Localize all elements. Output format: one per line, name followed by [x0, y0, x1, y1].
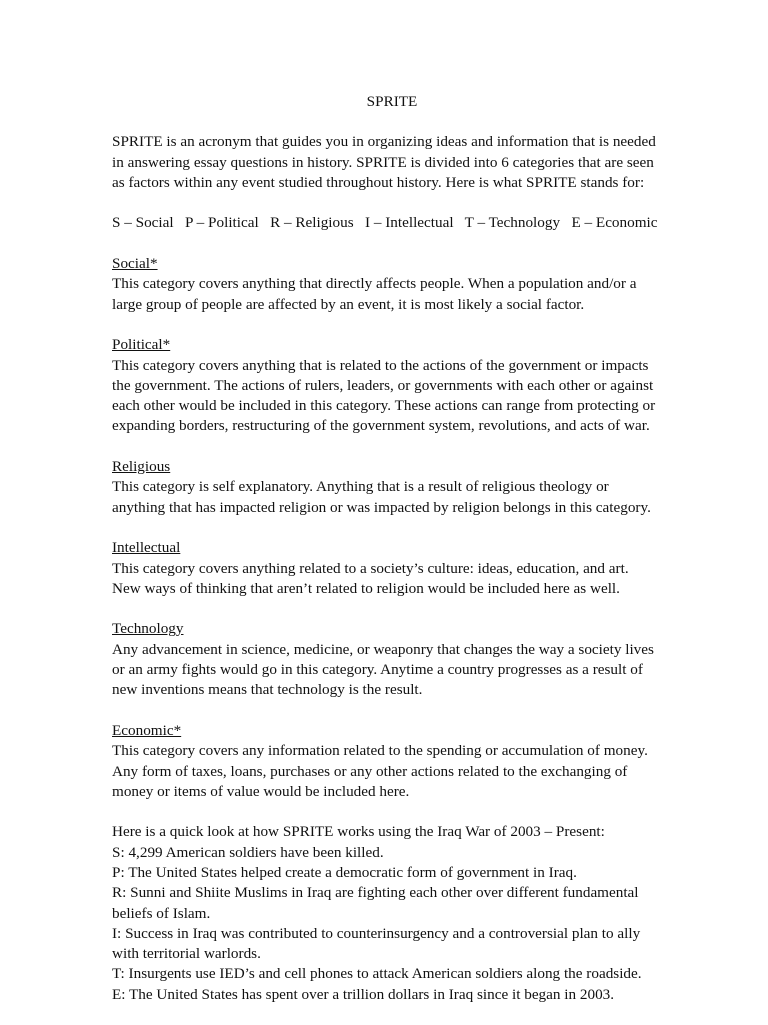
example-line: I: Success in Iraq was contributed to counterinsurgency and a controversial plan to ally [112, 924, 641, 942]
section-line: This category covers anything that is related to the actions of the government or impacts [112, 356, 649, 374]
acronym-legend [112, 213, 672, 233]
document-page [112, 92, 672, 1025]
section-line: This category is self explanatory. Anything that is a result of religious theology or [112, 478, 609, 496]
example-intro: Here is a quick look at how SPRITE works using the Iraq War of 2003 – Present: [112, 823, 605, 841]
section-heading: Social* [112, 255, 158, 273]
section-line: New ways of thinking that aren’t related to religion would be included here as well. [112, 579, 620, 597]
intro-line: SPRITE is an acronym that guides you in organizing ideas and information that is needed [112, 133, 656, 151]
section-line: This category covers anything related to a society’s culture: ideas, education, and art. [112, 559, 629, 577]
example-line: S: 4,299 American soldiers have been killed. [112, 843, 384, 861]
section-line: each other would be included in this category. These actions can range from protecting or [112, 397, 656, 415]
section-line: new inventions means that technology is the result. [112, 681, 423, 699]
section-heading: Political* [112, 336, 171, 354]
example-line: with territorial warlords. [112, 945, 261, 963]
section-line: anything that has impacted religion or was impacted by religion belongs in this category. [112, 498, 651, 516]
section-line: Any form of taxes, loans, purchases or any other actions related to the exchanging of [112, 762, 628, 780]
section-political [112, 335, 672, 436]
section-economic [112, 721, 672, 802]
section-line: This category covers anything that directly affects people. When a population and/or a [112, 275, 637, 293]
section-heading: Intellectual [112, 539, 181, 557]
example-line: beliefs of Islam. [112, 904, 211, 922]
intro-line: in answering essay questions in history. SPRITE is divided into 6 categories that are seen [112, 153, 654, 171]
section-heading: Religious [112, 458, 171, 476]
section-heading: Economic* [112, 721, 182, 739]
section-line: the government. The actions of rulers, leaders, or governments with each other or against [112, 376, 654, 394]
section-heading: Technology [112, 620, 184, 638]
section-line: or an army fights would go in this category. Anytime a country progresses as a result of [112, 661, 643, 679]
section-line: This category covers any information related to the spending or accumulation of money. [112, 742, 648, 760]
section-line: large group of people are affected by an event, it is most likely a social factor. [112, 295, 585, 313]
page-title: SPRITE [366, 93, 418, 110]
intro-paragraph [112, 132, 672, 193]
section-line: money or items of value would be included here. [112, 782, 410, 800]
section-line: expanding borders, restructuring of the government system, revolutions, and acts of war. [112, 417, 650, 435]
example-block [112, 822, 672, 1005]
section-intellectual [112, 538, 672, 599]
example-line: T: Insurgents use IED’s and cell phones to attack American soldiers along the roadside. [112, 965, 642, 983]
example-line: E: The United States has spent over a trillion dollars in Iraq since it began in 2003. [112, 985, 615, 1003]
section-social [112, 254, 672, 315]
intro-line: as factors within any event studied throughout history. Here is what SPRITE stands for: [112, 173, 645, 191]
section-technology [112, 619, 672, 700]
example-line: P: The United States helped create a democratic form of government in Iraq. [112, 863, 577, 881]
acronym-line: S – Social P – Political R – Religious I – Intellectual T – Technology E – Economic [112, 214, 658, 232]
section-religious [112, 457, 672, 518]
example-line: R: Sunni and Shiite Muslims in Iraq are fighting each other over different fundamental [112, 884, 639, 902]
section-line: Any advancement in science, medicine, or weaponry that changes the way a society lives [112, 640, 654, 658]
